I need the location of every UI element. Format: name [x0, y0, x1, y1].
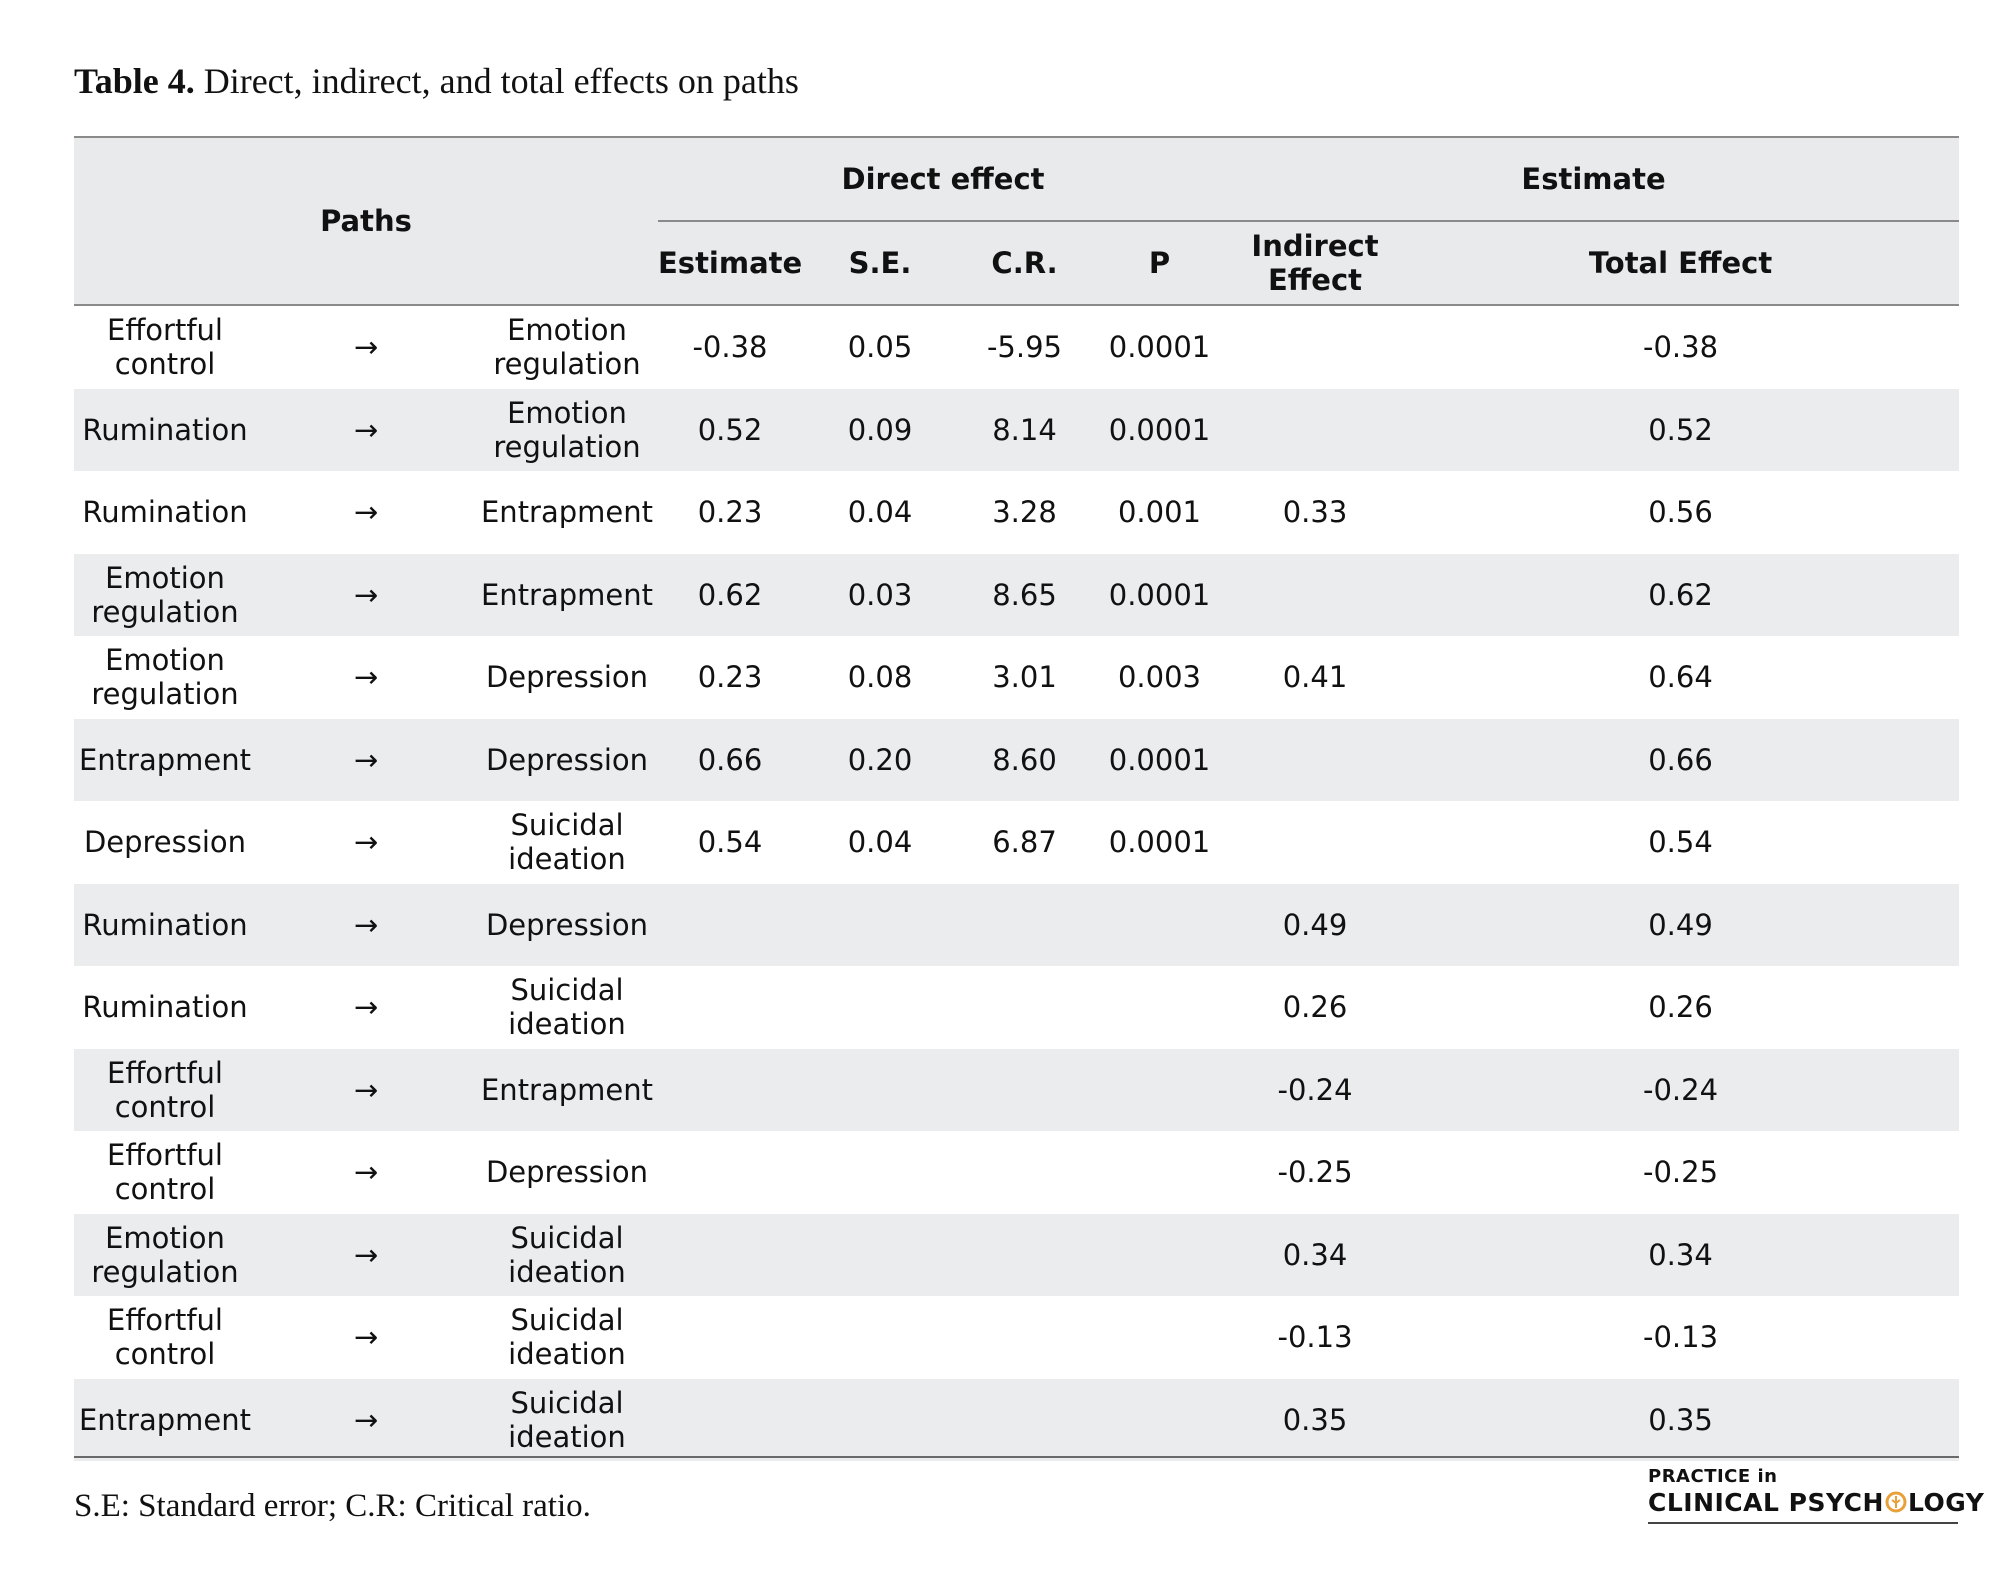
header-se: S.E.	[802, 221, 958, 305]
path-to-cell: Suicidal ideation	[508, 1303, 626, 1372]
table-row	[74, 389, 1959, 472]
direct-se-cell	[802, 1214, 958, 1297]
direct-estimate-cell	[658, 966, 802, 1049]
path-arrow-cell: →	[353, 660, 379, 695]
direct-se-cell	[802, 1049, 958, 1132]
total-effect-cell: 0.35	[1402, 1379, 1959, 1462]
direct-p-cell: 0.001	[1117, 495, 1202, 530]
table-row	[74, 1296, 1959, 1379]
direct-estimate-cell	[658, 884, 802, 967]
path-to-cell: Depression	[476, 719, 658, 802]
path-arrow-cell: →	[256, 719, 476, 802]
path-to-cell: Depression	[485, 660, 649, 695]
direct-p-cell: 0.0001	[1108, 330, 1211, 365]
table-title: Direct, indirect, and total effects on paths	[194, 61, 799, 101]
direct-se-cell: 0.03	[802, 554, 958, 637]
table-row	[74, 1049, 1959, 1132]
direct-cr-cell	[958, 1049, 1091, 1132]
direct-se-cell	[802, 966, 958, 1049]
direct-estimate-cell: 0.52	[658, 389, 802, 472]
table-row	[74, 636, 1959, 719]
indirect-effect-cell: 0.34	[1228, 1214, 1402, 1297]
path-to-cell: Suicidal ideation	[508, 973, 626, 1042]
direct-p-cell	[1091, 1131, 1228, 1214]
total-effect-cell: 0.49	[1402, 884, 1959, 967]
journal-logo-line2-a: CLINICAL PSYCH	[1648, 1488, 1884, 1517]
path-arrow-cell: →	[256, 1379, 476, 1462]
direct-p-cell: 0.0001	[1091, 719, 1228, 802]
direct-cr-cell	[958, 1379, 1091, 1462]
direct-se-cell: 0.20	[802, 719, 958, 802]
direct-cr-cell: 6.87	[992, 825, 1057, 860]
table-row	[74, 966, 1959, 1049]
total-effect-cell: 0.64	[1648, 660, 1713, 695]
path-from-cell: Entrapment	[74, 1379, 256, 1462]
direct-cr-cell	[958, 966, 1091, 1049]
path-to-cell: Suicidal ideation	[508, 808, 626, 877]
table-row	[74, 471, 1959, 554]
effects-table	[74, 138, 1959, 1461]
path-from-cell: Emotion regulation	[91, 643, 239, 712]
path-to-cell: Entrapment	[480, 495, 654, 530]
indirect-effect-cell: -0.25	[1277, 1155, 1353, 1190]
table-row	[74, 305, 1959, 389]
table-bottom-rule	[74, 1456, 1959, 1458]
direct-p-cell	[1091, 966, 1228, 1049]
path-from-cell: Rumination	[74, 389, 256, 472]
total-effect-cell: -0.24	[1402, 1049, 1959, 1132]
direct-se-cell	[802, 1379, 958, 1462]
journal-logo-line2	[1648, 1488, 1985, 1518]
indirect-effect-cell	[1228, 801, 1402, 884]
header-total-effect: Total Effect	[1402, 221, 1959, 305]
path-from-cell: Entrapment	[74, 719, 256, 802]
path-arrow-cell: →	[256, 389, 476, 472]
table-footnote: S.E: Standard error; C.R: Critical ratio.	[74, 1488, 591, 1524]
direct-estimate-cell	[658, 1379, 802, 1462]
indirect-effect-cell: 0.33	[1282, 495, 1348, 530]
indirect-effect-cell: 0.26	[1282, 990, 1348, 1025]
direct-cr-cell: 8.60	[958, 719, 1091, 802]
total-effect-cell: 0.54	[1648, 825, 1713, 860]
indirect-effect-cell: 0.49	[1228, 884, 1402, 967]
direct-cr-cell: 3.28	[992, 495, 1057, 530]
path-from-cell: Effortful control	[107, 313, 223, 382]
path-to-cell: Emotion regulation	[476, 389, 658, 472]
direct-cr-cell: 8.65	[958, 554, 1091, 637]
indirect-effect-cell	[1228, 389, 1402, 472]
table-header	[74, 138, 1959, 305]
path-from-cell: Effortful control	[74, 1049, 256, 1132]
direct-cr-cell	[958, 884, 1091, 967]
path-from-cell: Depression	[83, 825, 247, 860]
path-from-cell: Rumination	[82, 495, 248, 530]
indirect-effect-cell: -0.13	[1277, 1320, 1353, 1355]
table-row	[74, 801, 1959, 884]
direct-p-cell: 0.003	[1117, 660, 1202, 695]
journal-logo-line1: PRACTICE in	[1648, 1466, 1778, 1487]
direct-estimate-cell	[658, 1131, 802, 1214]
table-row	[74, 884, 1959, 967]
table-row	[74, 1379, 1959, 1462]
header-direct-effect: Direct effect	[658, 138, 1228, 221]
table-label: Table 4.	[74, 61, 195, 101]
direct-estimate-cell	[658, 1049, 802, 1132]
direct-cr-cell: 8.14	[958, 389, 1091, 472]
path-from-cell: Rumination	[74, 884, 256, 967]
direct-p-cell: 0.0001	[1091, 389, 1228, 472]
total-effect-cell: 0.66	[1402, 719, 1959, 802]
path-to-cell: Suicidal ideation	[476, 1214, 658, 1297]
header-estimate: Estimate	[658, 221, 802, 305]
path-to-cell: Depression	[485, 1155, 649, 1190]
direct-cr-cell	[958, 1214, 1091, 1297]
path-from-cell: Emotion regulation	[74, 1214, 256, 1297]
total-effect-cell: -0.38	[1643, 330, 1719, 365]
path-arrow-cell: →	[353, 990, 379, 1025]
journal-logo-line2-b: LOGY	[1907, 1488, 1985, 1517]
indirect-effect-cell: 0.35	[1228, 1379, 1402, 1462]
indirect-effect-cell	[1228, 305, 1402, 389]
path-arrow-cell: →	[353, 1155, 379, 1190]
path-arrow-cell: →	[256, 554, 476, 637]
direct-estimate-cell: 0.23	[697, 495, 763, 530]
table-row	[74, 1131, 1959, 1214]
path-from-cell: Emotion regulation	[74, 554, 256, 637]
total-effect-cell: 0.62	[1402, 554, 1959, 637]
direct-se-cell: 0.04	[847, 495, 913, 530]
path-to-cell: Suicidal ideation	[476, 1379, 658, 1462]
direct-p-cell: 0.0001	[1091, 554, 1228, 637]
total-effect-cell: 0.52	[1402, 389, 1959, 472]
direct-cr-cell	[958, 1296, 1091, 1379]
direct-p-cell	[1091, 1296, 1228, 1379]
table-row	[74, 554, 1959, 637]
path-to-cell: Entrapment	[476, 1049, 658, 1132]
total-effect-cell: 0.56	[1648, 495, 1713, 530]
path-arrow-cell: →	[256, 1049, 476, 1132]
total-effect-cell: -0.25	[1643, 1155, 1719, 1190]
path-arrow-cell: →	[353, 825, 379, 860]
brain-o-icon	[1885, 1491, 1907, 1513]
path-to-cell: Depression	[476, 884, 658, 967]
path-arrow-cell: →	[353, 495, 379, 530]
table-row	[74, 1214, 1959, 1297]
path-from-cell: Rumination	[82, 990, 248, 1025]
direct-cr-cell: -5.95	[986, 330, 1063, 365]
direct-se-cell	[802, 1296, 958, 1379]
direct-p-cell	[1091, 1049, 1228, 1132]
direct-se-cell: 0.04	[847, 825, 913, 860]
path-to-cell: Emotion regulation	[493, 313, 641, 382]
direct-se-cell	[802, 1131, 958, 1214]
direct-p-cell	[1091, 1379, 1228, 1462]
total-effect-cell: 0.26	[1648, 990, 1713, 1025]
header-estimate-group: Estimate	[1228, 138, 1959, 221]
direct-estimate-cell: 0.62	[658, 554, 802, 637]
indirect-effect-cell: 0.41	[1282, 660, 1348, 695]
header-indirect-effect: Indirect Effect	[1228, 221, 1402, 305]
direct-se-cell: 0.08	[847, 660, 913, 695]
direct-estimate-cell: 0.23	[697, 660, 763, 695]
direct-p-cell	[1091, 1214, 1228, 1297]
direct-se-cell	[802, 884, 958, 967]
total-effect-cell: -0.13	[1643, 1320, 1719, 1355]
path-arrow-cell: →	[256, 884, 476, 967]
direct-p-cell: 0.0001	[1108, 825, 1211, 860]
indirect-effect-cell	[1228, 554, 1402, 637]
direct-se-cell: 0.09	[802, 389, 958, 472]
direct-cr-cell: 3.01	[992, 660, 1057, 695]
path-from-cell: Effortful control	[107, 1303, 223, 1372]
direct-cr-cell	[958, 1131, 1091, 1214]
journal-logo	[1648, 1466, 1985, 1524]
header-p: P	[1091, 221, 1228, 305]
header-cr: C.R.	[958, 221, 1091, 305]
indirect-effect-cell: -0.24	[1228, 1049, 1402, 1132]
table-body	[74, 305, 1959, 1461]
direct-estimate-cell	[658, 1296, 802, 1379]
direct-estimate-cell	[658, 1214, 802, 1297]
direct-p-cell	[1091, 884, 1228, 967]
header-paths: Paths	[74, 138, 658, 305]
total-effect-cell: 0.34	[1402, 1214, 1959, 1297]
table-caption	[74, 60, 799, 102]
direct-se-cell: 0.05	[847, 330, 913, 365]
path-from-cell: Effortful control	[107, 1138, 223, 1207]
path-arrow-cell: →	[256, 1214, 476, 1297]
journal-logo-underline	[1648, 1522, 1958, 1524]
path-arrow-cell: →	[353, 1320, 379, 1355]
path-arrow-cell: →	[353, 330, 379, 365]
direct-estimate-cell: -0.38	[692, 330, 768, 365]
indirect-effect-cell	[1228, 719, 1402, 802]
table-row	[74, 719, 1959, 802]
direct-estimate-cell: 0.66	[658, 719, 802, 802]
direct-estimate-cell: 0.54	[697, 825, 763, 860]
path-to-cell: Entrapment	[476, 554, 658, 637]
